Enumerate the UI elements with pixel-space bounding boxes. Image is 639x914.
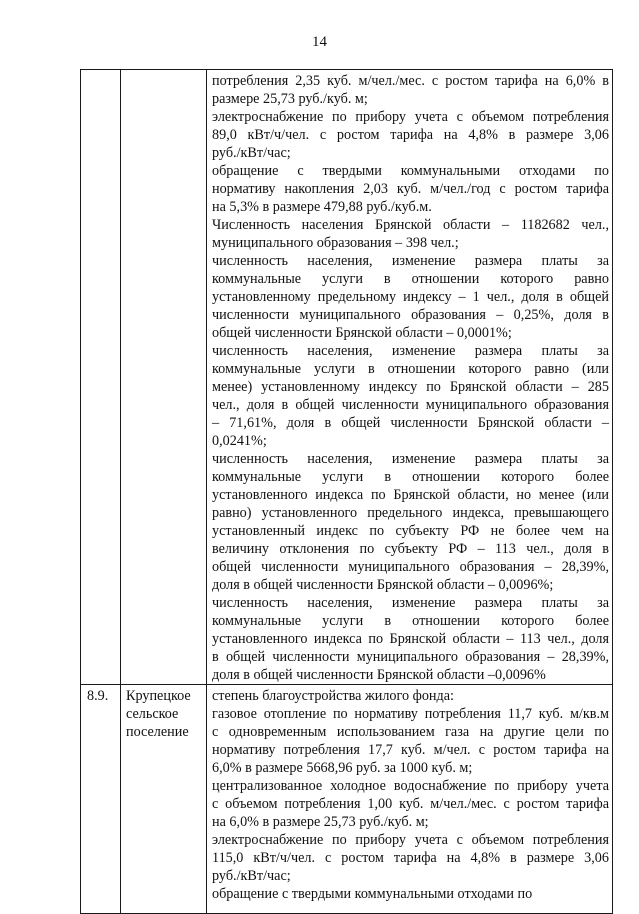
description-line: руб./кВт/час; — [212, 145, 291, 161]
municipality-name-line: Крупецкое — [126, 688, 191, 704]
description-line: 0,0241%; — [212, 433, 267, 449]
description-line: величину отклонения по субъекту РФ – 113 чел., доля в — [212, 541, 609, 557]
row-number-cell — [81, 70, 121, 685]
description-line: нормативу накопления 2,03 куб. м/чел./год с ростом тарифа — [212, 181, 609, 197]
description-cell — [207, 70, 613, 685]
description-line: централизованное холодное водоснабжение по прибору учета — [212, 778, 609, 794]
description-line: численность населения, изменение размера платы за — [212, 253, 609, 269]
description-line: на 6,0% в размере 25,73 руб./куб. м; — [212, 814, 429, 830]
description-line: установленного индекса по Брянской области, но менее (или — [212, 487, 609, 503]
description-line: на 5,3% в размере 479,88 руб./куб.м. — [212, 199, 432, 215]
description-line: – 71,61%, доля в общей численности Брянской области – — [212, 415, 609, 431]
description-line: размере 25,73 руб./куб. м; — [212, 91, 368, 107]
description-line: коммунальные услуги в отношении которого равно — [212, 271, 609, 287]
description-line: коммунальные услуги в отношении которого более — [212, 469, 609, 485]
description-line: установленный индекс по субъекту РФ не более чем на — [212, 523, 609, 539]
municipality-name-cell — [121, 685, 207, 914]
description-line: электроснабжение по прибору учета с объемом потребления — [212, 832, 609, 848]
description-line: установленному предельному индексу – 1 чел., доля в общей — [212, 289, 609, 305]
table-row — [81, 685, 613, 914]
description-line: муниципального образования – 398 чел.; — [212, 235, 459, 251]
description-line: нормативу потребления 17,7 куб. м/чел. с ростом тарифа на — [212, 742, 609, 758]
description-line: с объемом потребления 1,00 куб. м/чел./мес. с ростом тарифа — [212, 796, 609, 812]
description-line: численность населения, изменение размера платы за — [212, 451, 609, 467]
municipality-name-line: сельское — [126, 706, 179, 722]
municipality-name-line: поселение — [126, 724, 189, 740]
description-line: потребления 2,35 куб. м/чел./мес. с ростом тарифа на 6,0% в — [212, 73, 609, 89]
description-line: 115,0 кВт/ч/чел. с ростом тарифа на 4,8% в размере 3,06 — [212, 850, 609, 866]
description-line: Численность населения Брянской области – 1182682 чел., — [212, 217, 609, 233]
description-line: численность населения, изменение размера платы за — [212, 343, 609, 359]
description-line: газовое отопление по нормативу потребления 11,7 куб. м/кв.м — [212, 706, 609, 722]
description-line: в общей численности муниципального образования – 28,39%, — [212, 649, 609, 665]
description-line: установленного индекса по Брянской области – 113 чел., доля — [212, 631, 609, 647]
description-line: чел., доля в общей численности муниципального образования — [212, 397, 609, 413]
description-line: общей численности муниципального образования – 28,39%, — [212, 559, 609, 575]
description-line: численности муниципального образования – 0,25%, доля в — [212, 307, 609, 323]
description-line: обращение с твердыми коммунальными отходами по — [212, 163, 609, 179]
description-cell — [207, 685, 613, 914]
description-line: менее) установленному индексу по Брянской области – 285 — [212, 379, 609, 395]
description-line: коммунальные услуги в отношении которого равно (или — [212, 361, 609, 377]
municipality-table — [80, 69, 613, 914]
description-line: доля в общей численности Брянской области –0,0096% — [212, 667, 546, 683]
description-line: общей численности Брянской области – 0,0001%; — [212, 325, 512, 341]
municipality-name-cell — [121, 70, 207, 685]
description-line: 6,0% в размере 5668,96 руб. за 1000 куб. м; — [212, 760, 473, 776]
row-number-cell: 8.9. — [81, 685, 121, 914]
description-line: обращение с твердыми коммунальными отходами по — [212, 886, 533, 902]
description-line: с одновременным использованием газа на другие цели по — [212, 724, 609, 740]
table-row — [81, 70, 613, 685]
description-line: численность населения, изменение размера платы за — [212, 595, 609, 611]
description-line: степень благоустройства жилого фонда: — [212, 688, 454, 704]
description-line: 89,0 кВт/ч/чел. с ростом тарифа на 4,8% в размере 3,06 — [212, 127, 609, 143]
description-line: электроснабжение по прибору учета с объемом потребления — [212, 109, 609, 125]
page-number: 14 — [312, 34, 327, 50]
description-line: равно) установленного предельного индекса, превышающего — [212, 505, 609, 521]
description-line: доля в общей численности Брянской области – 0,0096%; — [212, 577, 554, 593]
description-line: руб./кВт/час; — [212, 868, 291, 884]
description-line: коммунальные услуги в отношении которого более — [212, 613, 609, 629]
